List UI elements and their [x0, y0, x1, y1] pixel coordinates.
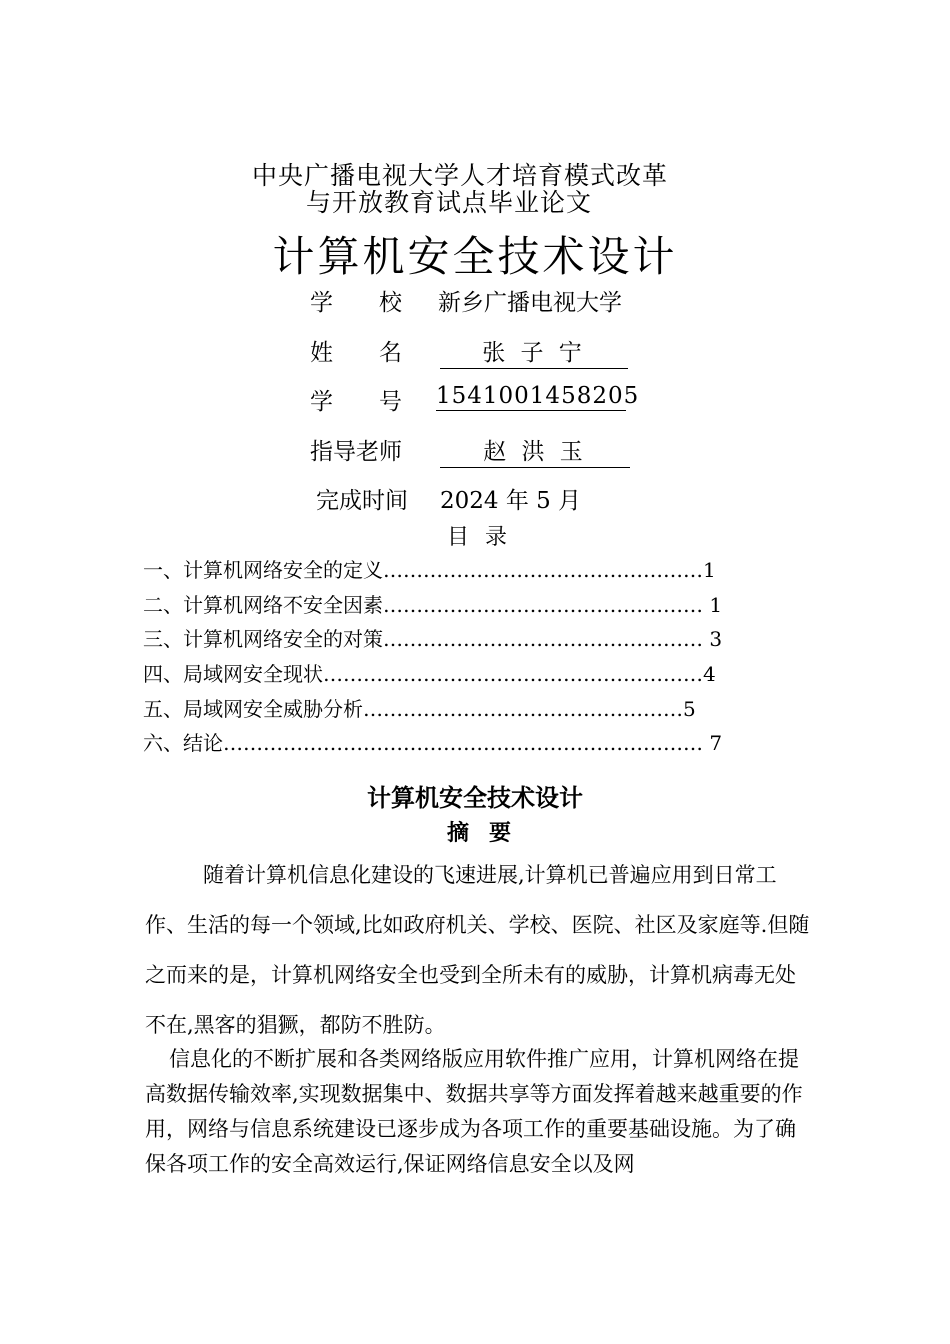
subtitle-line-2: 与开放教育试点毕业论文	[305, 188, 592, 217]
abstract-paragraph-2: 信息化的不断扩展和各类网络版应用软件推广应用，计算机网络在提高数据传输效率,实现数据集中、数据共享等方面发挥着越来越重要的作用，网络与信息系统建设已逐步成为各项工作的重要基础设施。为了确保各项工作的安全高效运行,保证网络信息安全以及网	[145, 1047, 803, 1176]
toc-item-page-number: 3	[703, 627, 723, 652]
toc-item-label: 三、计算机网络安全的对策	[143, 627, 383, 652]
advisor-value: 赵 洪 玉	[440, 433, 630, 468]
completion-date-value: 2024 年 5 月	[440, 488, 582, 514]
subtitle-line-1: 中央广播电视大学人才培育模式改革	[251, 161, 668, 190]
toc-item	[143, 695, 783, 730]
toc-heading: 目录	[446, 525, 523, 550]
toc-item-page-number: 4	[703, 662, 716, 687]
toc-item-leader-dots: …………………………………………	[363, 696, 683, 721]
toc-item-label: 五、局域网安全威胁分析	[143, 696, 363, 721]
toc-item-page-number: 5	[683, 696, 696, 721]
thesis-title: 计算机安全技术设计	[272, 232, 678, 281]
name-label: 姓 名	[310, 340, 402, 366]
toc-item-leader-dots: …………………………………………………	[323, 662, 703, 687]
school-label: 学 校	[310, 290, 402, 316]
toc-item-label: 一、计算机网络安全的定义	[143, 558, 383, 582]
school-value: 新乡广播电视大学	[438, 290, 622, 316]
toc-item	[143, 591, 783, 626]
toc-item	[143, 625, 783, 660]
toc-item	[143, 729, 783, 764]
toc-item-label: 四、局域网安全现状	[143, 662, 323, 687]
toc-item-page-number: 1	[703, 592, 723, 617]
toc-item-page-number: 7	[703, 731, 723, 756]
abstract-heading: 摘要	[446, 821, 531, 846]
completion-date-label: 完成时间	[316, 488, 408, 514]
table-of-contents	[143, 556, 783, 764]
toc-item-leader-dots: …………………………………………	[383, 627, 703, 652]
toc-item-leader-dots: ………………………………………………………………	[223, 731, 703, 756]
toc-item-leader-dots: …………………………………………	[383, 592, 703, 617]
toc-item-page-number: 1	[703, 558, 716, 582]
toc-item-label: 六、结论	[143, 731, 223, 756]
toc-item	[143, 556, 783, 591]
name-value: 张 子 宁	[440, 334, 628, 369]
toc-item-label: 二、计算机网络不安全因素	[143, 592, 383, 617]
abstract-paragraph-1: 随着计算机信息化建设的飞速进展,计算机已普遍应用到日常工作、生活的每一个领域,比如政府机关、学校、医院、社区及家庭等.但随之而来的是，计算机网络安全也受到全所未有的威胁，计算机病毒无处不在,黑客的猖獗，都防不胜防。	[145, 863, 810, 1037]
toc-item-leader-dots: …………………………………………	[383, 558, 703, 582]
student-id-label: 学 号	[310, 389, 402, 415]
student-id-value: 1541001458205	[436, 383, 640, 409]
toc-item	[143, 660, 783, 695]
advisor-label: 指导老师	[310, 439, 402, 465]
section-title: 计算机安全技术设计	[367, 784, 583, 812]
